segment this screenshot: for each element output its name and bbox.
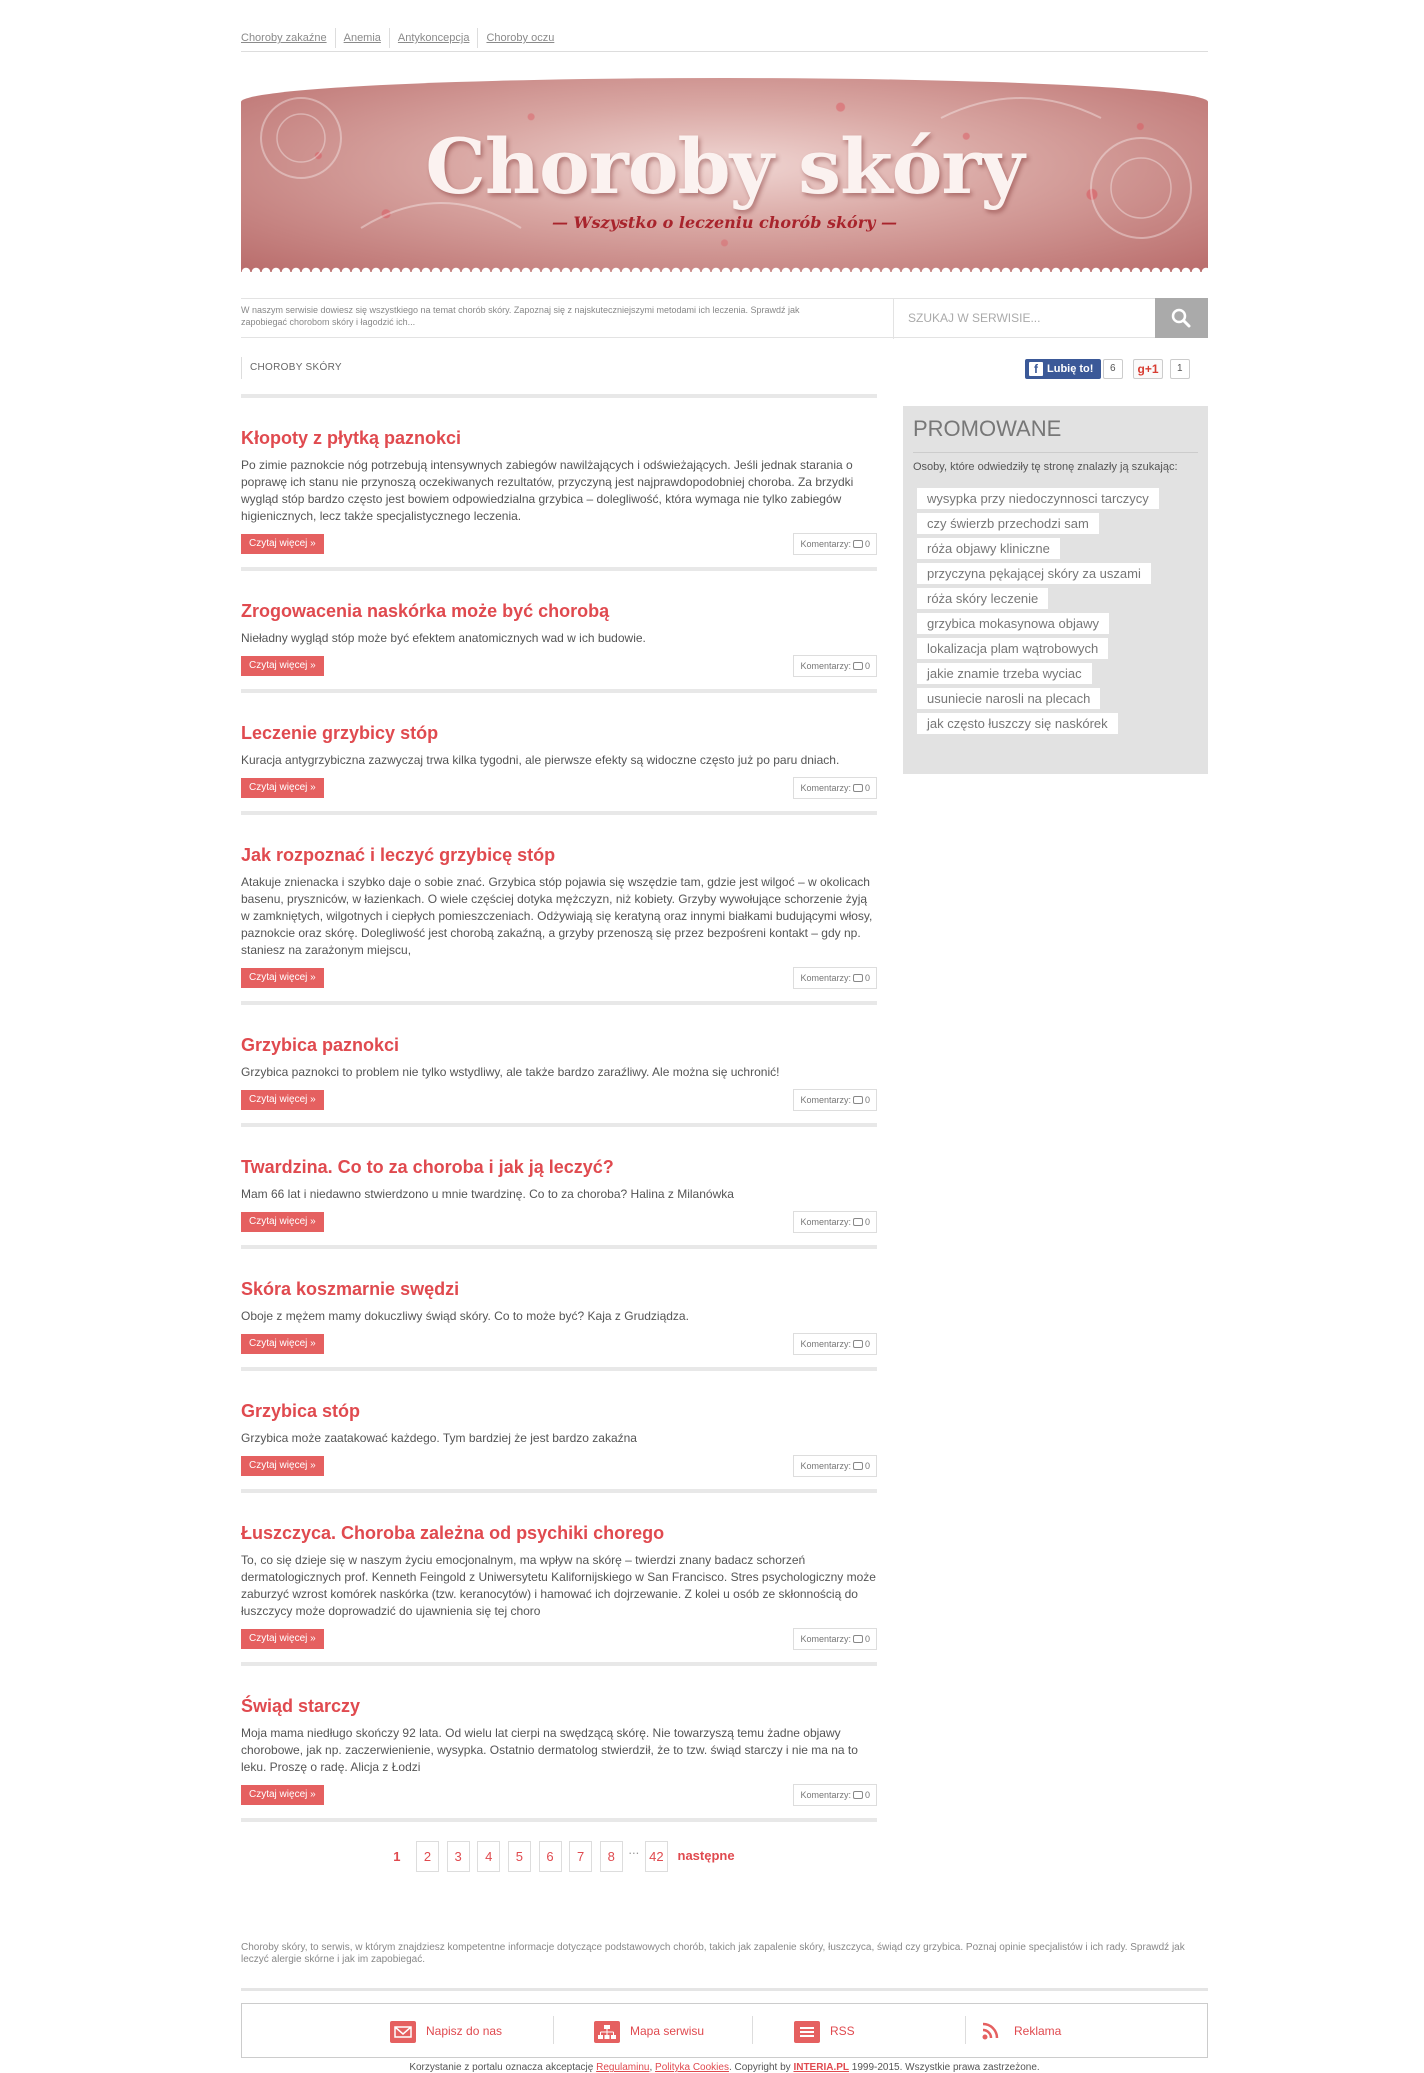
article-list	[241, 394, 877, 1822]
footer-ads-label: Reklama	[1014, 2024, 1062, 2038]
comments-value: 0	[864, 661, 870, 671]
footer-contact-label: Napisz do nas	[426, 2024, 503, 2038]
copyright-prefix: Korzystanie z portalu oznacza akceptację	[409, 2062, 594, 2073]
article-item	[241, 1367, 877, 1477]
comments-value: 0	[864, 1461, 870, 1471]
footer-sitemap-link[interactable]	[594, 2004, 704, 2059]
comment-icon	[853, 1340, 863, 1348]
facebook-like-button[interactable]	[1025, 359, 1101, 379]
article-meta	[241, 1455, 877, 1477]
article-meta	[241, 967, 877, 989]
comments-count[interactable]	[793, 1211, 877, 1233]
intro-text: W naszym serwisie dowiesz się wszystkiego na temat chorób skóry. Zapoznaj się z najskuteczniejszymi metodami ich leczenia. Sprawdź jak zapobiegać chorobom skóry i łagodzić ich...	[241, 305, 800, 327]
comments-label: Komentarzy:	[800, 783, 851, 793]
footer-rss-label: RSS	[830, 2024, 855, 2038]
article-item	[241, 689, 877, 799]
footer-ads-link[interactable]	[978, 2004, 1061, 2059]
comments-label: Komentarzy:	[800, 539, 851, 549]
comments-label: Komentarzy:	[800, 1634, 851, 1644]
read-more-button[interactable]: Czytaj więcej »	[241, 534, 324, 554]
page-link-last[interactable]: 42	[645, 1841, 668, 1872]
article-meta	[241, 1333, 877, 1355]
comments-value: 0	[864, 539, 870, 549]
search-tags	[913, 488, 1198, 734]
banner-scallop-edge	[241, 264, 1208, 272]
article-excerpt: Atakuje znienacka i szybko daje o sobie znać. Grzybica stóp pojawia się wszędzie tam, gdzie jest wilgoć – w okolicach basenu, pryszniców, w łazienkach. O wiele częściej dotyka mężczyzn, niż kobiety. Grzyby wywołujące schorzenie żyją w zamkniętych, wilgotnych i ciepłych pomieszczeniach. Odżywiają się keratyną oraz innymi białkami budującymi włosy, paznokcie oraz skórę. Dolegliwość jest chorobą zakaźną, a grzyby przenoszą się przez bezpośreni kontakt – gdy np. staniesz na zarażonym miejscu,	[241, 875, 873, 957]
footer-rss-link[interactable]	[794, 2004, 855, 2059]
site-title: Choroby skóry	[425, 122, 1024, 211]
pagination-ellipsis: ...	[628, 1842, 640, 1857]
facebook-like-count: 6	[1103, 359, 1123, 379]
read-more-button[interactable]: Czytaj więcej »	[241, 1629, 324, 1649]
article-meta	[241, 1628, 877, 1650]
article-title[interactable]: Twardzina. Co to za choroba i jak ją leczyć?	[241, 1157, 614, 1177]
article-meta	[241, 1211, 877, 1233]
read-more-button[interactable]: Czytaj więcej »	[241, 968, 324, 988]
top-link-choroby-zakazne[interactable]: Choroby zakaźne	[241, 32, 327, 44]
article-title[interactable]: Grzybica paznokci	[241, 1035, 400, 1055]
list-icon	[794, 2021, 820, 2043]
article-item	[241, 1662, 877, 1806]
copyright-suffix: 1999-2015. Wszystkie prawa zastrzeżone.	[851, 2062, 1040, 2073]
read-more-button[interactable]: Czytaj więcej »	[241, 1785, 324, 1805]
sidebar-title: PROMOWANE	[913, 416, 1198, 453]
page-link[interactable]: 5	[508, 1841, 531, 1872]
comment-icon	[853, 1218, 863, 1226]
comments-value: 0	[864, 1790, 870, 1800]
article-excerpt: Nieładny wygląd stóp może być efektem anatomicznych wad w ich budowie.	[241, 631, 646, 645]
article-item	[241, 1489, 877, 1650]
article-excerpt: To, co się dzieje się w naszym życiu emocjonalnym, ma wpływ na skórę – twierdzi znany badacz schorzeń dermatologicznych prof. Kenneth Feingold z Uniwersytetu Kalifornijskiego w San Francisco. Stres psychologiczny może zaburzyć wzrost komórek naskórka (tzw. keranocytów) i hamować ich dojrzewanie. Z kolei u osób ze skłonnością do łuszczycy może doprowadzić do ujawnienia się tej choro	[241, 1553, 876, 1618]
article-item	[241, 394, 877, 555]
top-links-bar	[241, 28, 1208, 52]
article-title[interactable]: Leczenie grzybicy stóp	[241, 723, 439, 743]
comment-icon	[853, 1791, 863, 1799]
comments-value: 0	[864, 1095, 870, 1105]
top-link-antykoncepcja[interactable]: Antykoncepcja	[389, 28, 478, 48]
article-excerpt: Oboje z mężem mamy dokuczliwy świąd skóry. Co to może być? Kaja z Grudziądza.	[241, 1309, 689, 1323]
comments-label: Komentarzy:	[800, 1095, 851, 1105]
article-meta	[241, 1784, 877, 1806]
article-meta	[241, 777, 877, 799]
comments-label: Komentarzy:	[800, 661, 851, 671]
banner-background	[241, 78, 1208, 272]
comments-count[interactable]	[793, 967, 877, 989]
article-title[interactable]: Łuszczyca. Choroba zależna od psychiki chorego	[241, 1523, 665, 1543]
comments-count[interactable]	[793, 655, 877, 677]
comments-count[interactable]	[793, 1333, 877, 1355]
rss-icon	[978, 2021, 1004, 2043]
gplus-button[interactable]: g+1	[1133, 359, 1163, 379]
article-item	[241, 1123, 877, 1233]
breadcrumb[interactable]: CHOROBY SKÓRY	[241, 357, 342, 379]
copyright-mid: . Copyright by	[728, 2062, 791, 2073]
comments-value: 0	[864, 1634, 870, 1644]
article-title[interactable]: Kłopoty z płytką paznokci	[241, 428, 462, 448]
comment-icon	[853, 540, 863, 548]
interia-link[interactable]: INTERIA.PL	[793, 2062, 850, 2073]
search-tag[interactable]: usuniecie narosli na plecach	[917, 688, 1100, 709]
breadcrumb-row	[241, 357, 1208, 379]
article-list-end-divider	[241, 1818, 877, 1822]
footer-description: Choroby skóry, to serwis, w którym znajdziesz kompetentne informacje dotyczące podstawowych chorób, takich jak zapalenie skóry, łuszczyca, świąd czy grzybica. Poznaj opinie specjalistów i ich rady. Sprawdź jak leczyć alergie skórne i jak im zapobiegać.	[241, 1942, 1185, 1965]
read-more-button[interactable]: Czytaj więcej »	[241, 778, 324, 798]
footer-links-bar	[241, 2003, 1208, 2058]
footer-separator	[752, 2016, 753, 2044]
comments-count[interactable]	[793, 1089, 877, 1111]
footer-sitemap-label: Mapa serwisu	[630, 2024, 705, 2038]
search-tag[interactable]: grzybica mokasynowa objawy	[917, 613, 1109, 634]
article-excerpt: Grzybica paznokci to problem nie tylko wstydliwy, ale także bardzo zaraźliwy. Ale można się uchronić!	[241, 1065, 780, 1079]
comments-value: 0	[864, 783, 870, 793]
search-tag[interactable]: róża skóry leczenie	[917, 588, 1048, 609]
comments-label: Komentarzy:	[800, 1461, 851, 1471]
comment-icon	[853, 784, 863, 792]
site-subtitle: — Wszystko o leczeniu chorób skóry —	[551, 213, 898, 232]
regulamin-link[interactable]: Regulaminu	[596, 2062, 650, 2073]
search-tag[interactable]: czy świerzb przechodzi sam	[917, 513, 1099, 534]
page-link[interactable]: 3	[447, 1841, 470, 1872]
read-more-button[interactable]: Czytaj więcej »	[241, 1212, 324, 1232]
read-more-button[interactable]: Czytaj więcej »	[241, 1090, 324, 1110]
article-item	[241, 567, 877, 677]
article-excerpt: Kuracja antygrzybiczna zazwyczaj trwa kilka tygodni, ale pierwsze efekty są widoczne często już po paru dniach.	[241, 753, 840, 767]
comments-label: Komentarzy:	[800, 973, 851, 983]
comments-value: 0	[864, 1217, 870, 1227]
comments-value: 0	[864, 1339, 870, 1349]
header-banner[interactable]	[241, 78, 1208, 272]
article-meta	[241, 533, 877, 555]
article-title[interactable]: Jak rozpoznać i leczyć grzybicę stóp	[241, 845, 556, 865]
article-item	[241, 1245, 877, 1355]
next-page-link[interactable]: następne	[677, 1848, 735, 1863]
page-current: 1	[393, 1849, 401, 1864]
top-link-anemia[interactable]: Anemia	[335, 28, 389, 48]
facebook-like-label: Lubię to!	[1047, 363, 1094, 375]
search-tag[interactable]: róża objawy kliniczne	[917, 538, 1060, 559]
promoted-sidebar	[903, 406, 1208, 774]
comments-label: Komentarzy:	[800, 1790, 851, 1800]
article-item	[241, 811, 877, 989]
search-input[interactable]	[894, 299, 1156, 337]
search-icon	[1155, 298, 1208, 338]
comment-icon	[853, 1462, 863, 1470]
article-excerpt: Po zimie paznokcie nóg potrzebują intensywnych zabiegów nawilżających i odświeżających. Jeśli jednak starania o poprawę ich stanu nie przynoszą oczekiwanych rezultatów, przyczyną jest najprawdopodobniej choroba. Za brzydki wygląd stóp bardzo często jest bowiem odpowiedzialna grzybica – dolegliwość, która wymaga nie tylko zabiegów higienicznych, lecz także specjalistycznego leczenia.	[241, 458, 854, 523]
read-more-button[interactable]: Czytaj więcej »	[241, 656, 324, 676]
page-link[interactable]: 6	[539, 1841, 562, 1872]
comments-count[interactable]	[793, 533, 877, 555]
article-excerpt: Grzybica może zaatakować każdego. Tym bardziej że jest bardzo zakaźna	[241, 1431, 637, 1445]
read-more-button[interactable]: Czytaj więcej »	[241, 1334, 324, 1354]
article-meta	[241, 655, 877, 677]
footer-contact-link[interactable]	[390, 2004, 502, 2059]
comments-label: Komentarzy:	[800, 1217, 851, 1227]
intro-search-bar	[241, 298, 1208, 338]
comment-icon	[853, 974, 863, 982]
footer-divider	[241, 1988, 1208, 1991]
copyright-line: Korzystanie z portalu oznacza akceptację Regulaminu, Polityka Cookies. Copyright by INTERIA.PL 1999-2015. Wszystkie prawa zastrzeżone.	[409, 2062, 1040, 2073]
comments-label: Komentarzy:	[800, 1339, 851, 1349]
article-title[interactable]: Świąd starczy	[241, 1696, 361, 1716]
pagination	[241, 1841, 877, 1872]
page-link[interactable]: 4	[477, 1841, 500, 1872]
envelope-icon	[390, 2021, 416, 2043]
search-tag[interactable]: wysypka przy niedoczynnosci tarczycy	[917, 488, 1159, 509]
facebook-icon: f	[1029, 362, 1043, 376]
comments-count[interactable]	[793, 1455, 877, 1477]
page-link[interactable]: 8	[600, 1841, 623, 1872]
top-link-choroby-oczu[interactable]: Choroby oczu	[477, 28, 562, 48]
article-title[interactable]: Zrogowacenia naskórka może być chorobą	[241, 601, 610, 621]
page-link[interactable]: 2	[416, 1841, 439, 1872]
comment-icon	[853, 662, 863, 670]
search-box	[893, 299, 1208, 339]
article-excerpt: Mam 66 lat i niedawno stwierdzono u mnie twardzinę. Co to za choroba? Halina z Milanówka	[241, 1187, 734, 1201]
search-tag[interactable]: jak często łuszczy się naskórek	[917, 713, 1118, 734]
sitemap-icon	[594, 2021, 620, 2043]
footer-separator	[965, 2016, 966, 2044]
footer-separator	[553, 2016, 554, 2044]
search-tag[interactable]: lokalizacja plam wątrobowych	[917, 638, 1108, 659]
read-more-button[interactable]: Czytaj więcej »	[241, 1456, 324, 1476]
comment-icon	[853, 1635, 863, 1643]
article-excerpt: Moja mama niedługo skończy 92 lata. Od wielu lat cierpi na swędzącą skórę. Nie towarzyszą temu żadne objawy chorobowe, jak np. zaczerwienienie, wysypka. Ostatnio dermatolog stwierdził, że to tzw. świąd starczy i nie ma na to leku. Proszę o radę. Alicja z Łodzi	[241, 1726, 858, 1774]
comments-count[interactable]	[793, 1628, 877, 1650]
comments-value: 0	[864, 973, 870, 983]
comments-count[interactable]	[793, 777, 877, 799]
comment-icon	[853, 1096, 863, 1104]
article-meta	[241, 1089, 877, 1111]
article-title[interactable]: Grzybica stóp	[241, 1401, 361, 1421]
search-tag[interactable]: jakie znamie trzeba wyciac	[917, 663, 1092, 684]
article-title[interactable]: Skóra koszmarnie swędzi	[241, 1279, 460, 1299]
search-tag[interactable]: przyczyna pękającej skóry za uszami	[917, 563, 1151, 584]
page-link[interactable]: 7	[569, 1841, 592, 1872]
comments-count[interactable]	[793, 1784, 877, 1806]
gplus-count: 1	[1170, 359, 1190, 379]
sidebar-lead: Osoby, które odwiedziły tę stronę znalazły ją szukając:	[913, 461, 1178, 473]
article-item	[241, 1001, 877, 1111]
search-button[interactable]	[1155, 298, 1208, 338]
cookies-link[interactable]: Polityka Cookies	[655, 2062, 729, 2073]
